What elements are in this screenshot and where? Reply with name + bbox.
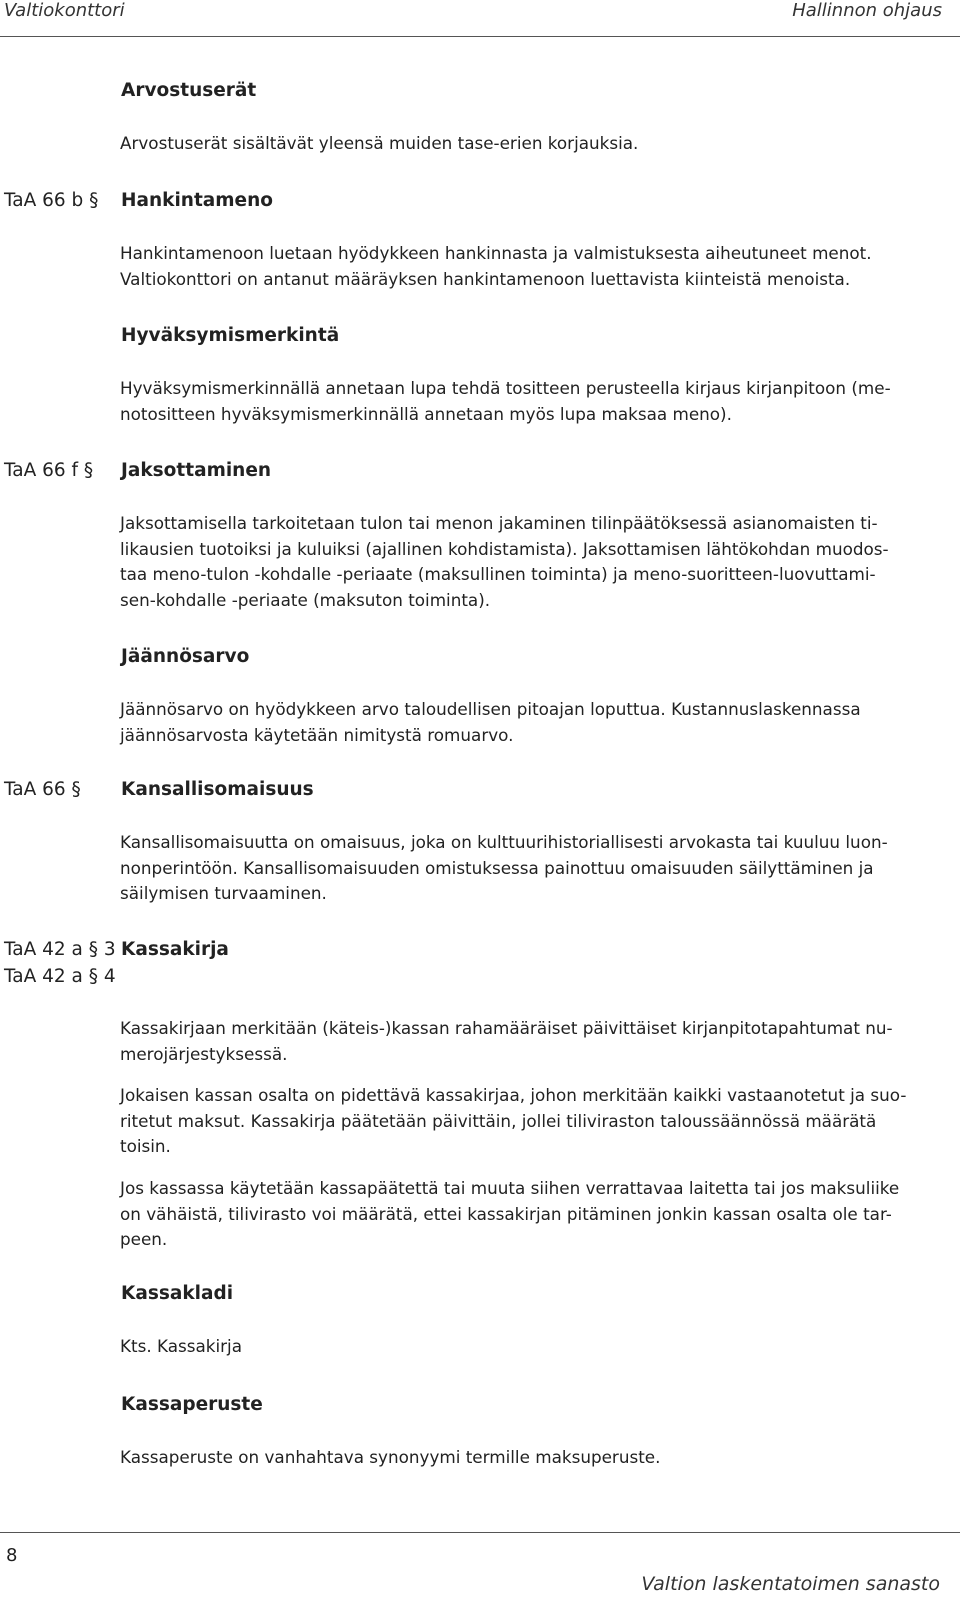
page-header (0, 0, 960, 37)
law-reference: TaA 66 f § (4, 460, 94, 481)
definition-kassakirja-p2 (120, 1083, 938, 1160)
term-heading-hyvaksymismerkinta: Hyväksymismerkintä (121, 325, 340, 346)
definition-jaksottaminen (120, 511, 938, 613)
text-line: Kansallisomaisuutta on omaisuus, joka on kulttuurihistoriallisesti arvokasta tai kuuluu luon- (120, 832, 888, 852)
term-heading-kassakirja: Kassakirja (121, 939, 229, 960)
term-heading-kassaperuste: Kassaperuste (121, 1394, 263, 1415)
text-line: toisin. (120, 1136, 171, 1156)
law-reference: TaA 66 b § (4, 190, 99, 211)
term-heading-hankintameno: Hankintameno (121, 190, 273, 211)
term-heading-kansallisomaisuus: Kansallisomaisuus (121, 779, 314, 800)
term-heading-jaksottaminen: Jaksottaminen (121, 460, 272, 481)
law-reference: TaA 42 a § 4 (4, 966, 116, 987)
term-heading-arvostuserat: Arvostuserät (121, 80, 257, 101)
text-line: Kassaperuste on vanhahtava synonyymi termille maksuperuste. (120, 1447, 661, 1467)
definition-kassakirja-p3 (120, 1176, 938, 1253)
text-line: Valtiokonttori on antanut määräyksen hankintamenoon luettavista kiinteistä menoista. (120, 268, 851, 289)
text-line: Hyväksymismerkinnällä annetaan lupa tehdä tositteen perusteella kirjaus kirjanpitoon (me- (120, 378, 891, 398)
term-heading-kassakladi: Kassakladi (121, 1283, 234, 1304)
text-line: taa meno-tulon -kohdalle -periaate (maksullinen toiminta) ja meno-suoritteen-luovuttami- (120, 564, 876, 584)
text-line: Jos kassassa käytetään kassapäätettä tai muuta siihen verrattavaa laitetta tai jos maksuliike (120, 1178, 900, 1198)
text-line: Kts. Kassakirja (120, 1336, 242, 1356)
definition-arvostuserat (120, 131, 938, 157)
definition-hankintameno (120, 241, 938, 292)
definition-hyvaksymismerkinta (120, 376, 938, 427)
text-line: nonperintöön. Kansallisomaisuuden omistuksessa painottuu omaisuuden säilyttäminen ja (120, 857, 874, 878)
text-line: notositteen hyväksymismerkinnällä annetaan myös lupa maksaa meno). (120, 403, 732, 424)
text-line: Hankintamenoon luetaan hyödykkeen hankinnasta ja valmistuksesta aiheutuneet menot. (120, 243, 872, 263)
header-section: Hallinnon ohjaus (792, 0, 942, 21)
text-line: Jäännösarvo on hyödykkeen arvo taloudellisen pitoajan loputtua. Kustannuslaskennassa (120, 699, 861, 719)
page-number: 8 (6, 1545, 18, 1566)
text-line: sen-kohdalle -periaate (maksuton toiminta). (120, 589, 491, 610)
law-reference: TaA 66 § (4, 779, 81, 800)
text-line: jäännösarvosta käytetään nimitystä romuarvo. (120, 724, 514, 745)
text-line: Jaksottamisella tarkoitetaan tulon tai menon jakaminen tilinpäätöksessä asianomaisten ti- (120, 513, 878, 533)
text-line: säilymisen turvaaminen. (120, 883, 327, 903)
definition-jaannosarvo (120, 697, 938, 748)
text-line: Jokaisen kassan osalta on pidettävä kassakirjaa, johon merkitään kaikki vastaanotetut ja suo- (120, 1085, 907, 1105)
definition-kansallisomaisuus (120, 830, 938, 907)
text-line: on vähäistä, tilivirasto voi määrätä, ettei kassakirjan pitäminen jonkin kassan osalta ole tar- (120, 1203, 892, 1224)
footer-divider (0, 1532, 960, 1533)
text-line: ritetut maksut. Kassakirja päätetään päivittäin, jollei tiliviraston taloussäännössä määrätä (120, 1110, 877, 1131)
text-line: Arvostuserät sisältävät yleensä muiden tase-erien korjauksia. (120, 133, 639, 153)
text-line: likausien tuotoiksi ja kuluiksi (ajallinen kohdistamista). Jaksottamisen lähtökohdan muodos- (120, 538, 889, 559)
text-line: Kassakirjaan merkitään (käteis-)kassan rahamääräiset päivittäiset kirjanpitotapahtumat nu- (120, 1018, 893, 1038)
book-title: Valtion laskentatoimen sanasto (641, 1573, 940, 1595)
header-publisher: Valtiokonttori (4, 0, 125, 21)
law-reference: TaA 42 a § 3 (4, 939, 116, 960)
definition-kassakirja-p1 (120, 1016, 938, 1067)
term-heading-jaannosarvo: Jäännösarvo (121, 646, 250, 667)
definition-kassaperuste (120, 1445, 938, 1471)
definition-kassakladi (120, 1334, 938, 1360)
text-line: peen. (120, 1229, 168, 1249)
text-line: merojärjestyksessä. (120, 1043, 288, 1064)
